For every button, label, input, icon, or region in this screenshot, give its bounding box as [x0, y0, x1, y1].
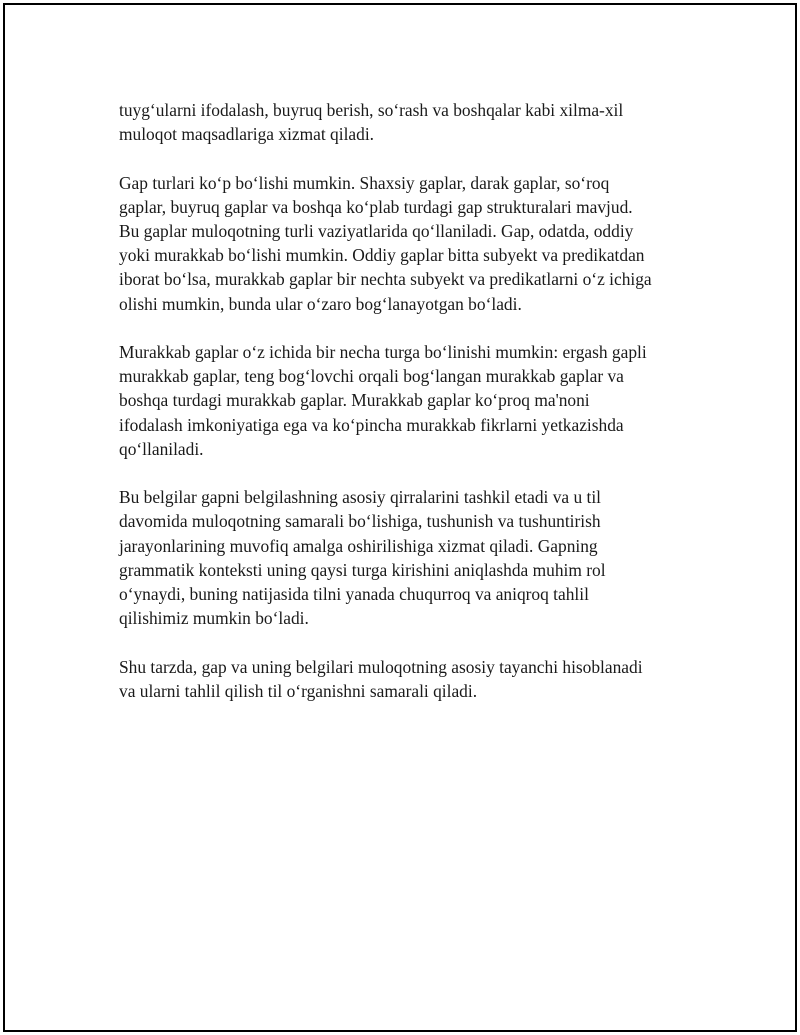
paragraph-2: Gap turlari ko‘p bo‘lishi mumkin. Shaxsiy gaplar, darak gaplar, so‘roq gaplar, buyruq gaplar va boshqa ko‘plab turdagi gap strukturalari mavjud. Bu gaplar muloqotning turli vaziyatlarida qo‘llaniladi. Gap, odatda, oddiy yoki murakkab bo‘lishi mumkin. Oddiy gaplar bitta subyekt va predikatdan iborat bo‘lsa, murakkab gaplar bir nechta subyekt va predikatlarni o‘z ichiga olishi mumkin, bunda ular o‘zaro bog‘lanayotgan bo‘ladi.	[119, 172, 652, 314]
paragraph-4: Bu belgilar gapni belgilashning asosiy qirralarini tashkil etadi va u til davomida muloqotning samarali bo‘lishiga, tushunish va tushuntirish jarayonlarining muvofiq amalga oshirilishiga xizmat qiladi. Gapning grammatik konteksti uning qaysi turga kirishini aniqlashda muhim rol o‘ynaydi, buning natijasida tilni yanada chuqurroq va aniqroq tahlil qilishimiz mumkin bo‘ladi.	[119, 487, 606, 629]
paragraph-3: Murakkab gaplar o‘z ichida bir necha turga bo‘linishi mumkin: ergash gapli murakkab gaplar, teng bog‘lovchi orqali bog‘langan murakkab gaplar va boshqa turdagi murakkab gaplar. Murakkab gaplar ko‘proq ma'noni ifodalash imkoniyatiga ega va ko‘pincha murakkab fikrlarni yetkazishda qo‘llaniladi.	[119, 342, 647, 459]
paragraph-1: tuyg‘ularni ifodalash, buyruq berish, so‘rash va boshqalar kabi xilma-xil muloqot maqsadlariga xizmat qiladi.	[119, 100, 624, 145]
paragraph-5: Shu tarzda, gap va uning belgilari muloqotning asosiy tayanchi hisoblanadi va ularni tahlil qilish til o‘rganishni samarali qiladi.	[119, 656, 643, 701]
document-body	[119, 98, 699, 727]
document-page	[3, 3, 797, 1032]
